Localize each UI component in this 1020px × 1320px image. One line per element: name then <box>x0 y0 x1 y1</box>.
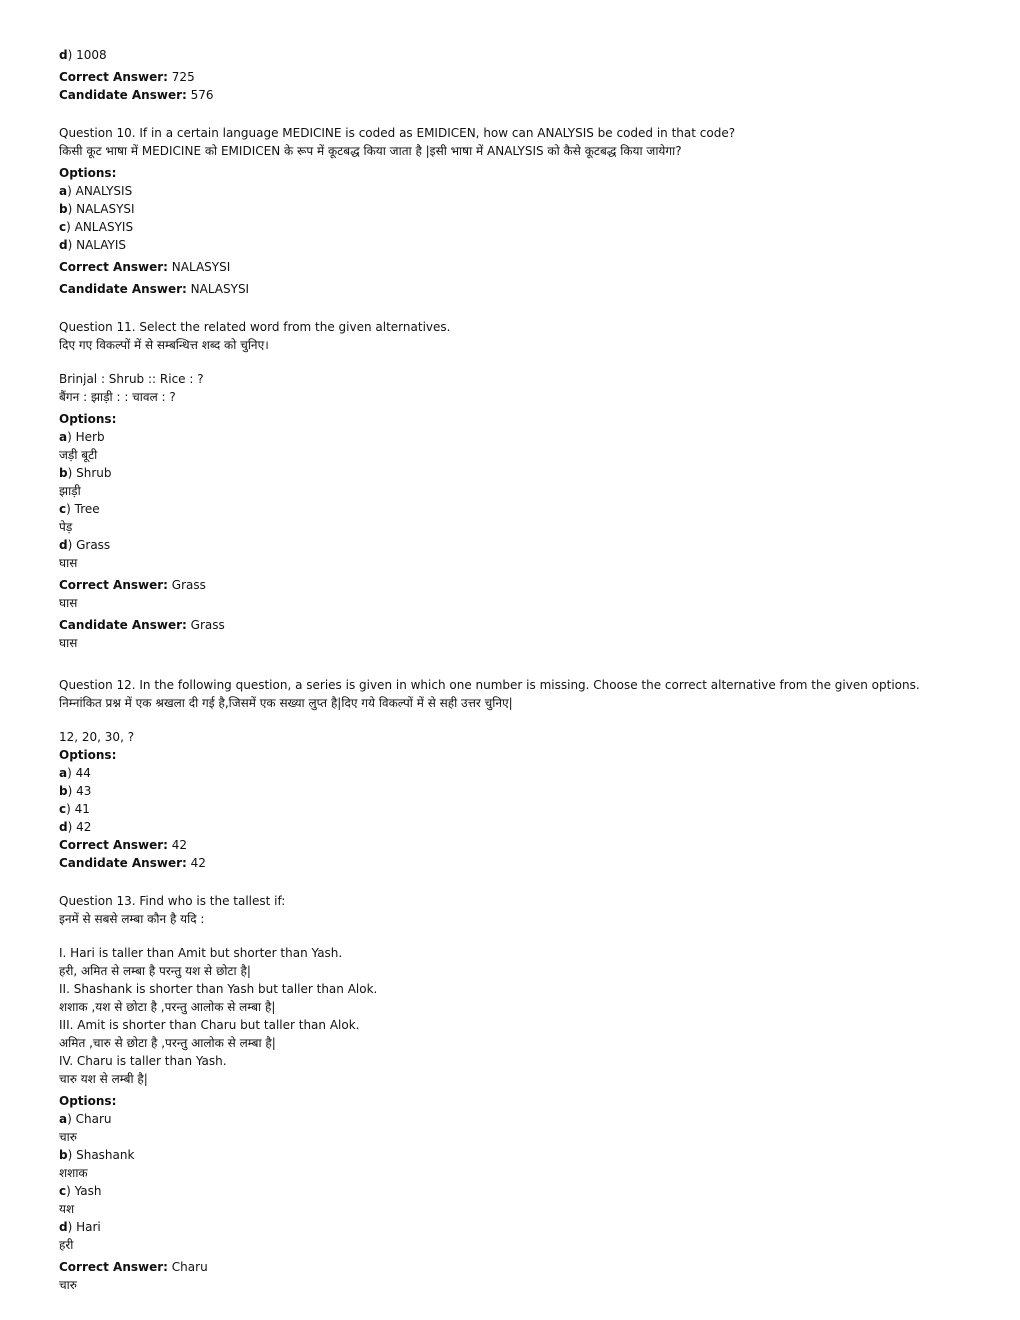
statement-2: II. Shashank is shorter than Yash but taller than Alok. <box>59 982 378 996</box>
option-b: b) NALASYSI <box>59 202 135 216</box>
option-b: b) Shashank <box>59 1148 135 1162</box>
option-a-hindi: चारु <box>59 1130 77 1144</box>
options-label: Options: <box>59 748 117 762</box>
correct-answer-hindi: घास <box>59 596 78 610</box>
answer-sheet-page <box>59 46 979 1294</box>
question-title-hindi: निम्नांकित प्रश्न में एक श्रखला दी गई है,जिसमें एक सख्या लुप्त है|दिए गये विकल्पों में से सही उत्तर चुनिए| <box>59 696 513 710</box>
option-a: a) Herb <box>59 430 105 444</box>
candidate-answer: Candidate Answer: 576 <box>59 88 214 102</box>
option-d: d) Hari <box>59 1220 101 1234</box>
option-a: a) 44 <box>59 766 91 780</box>
option-a-hindi: जड़ी बूटी <box>59 448 98 462</box>
option-a: a) Charu <box>59 1112 112 1126</box>
option-c: c) 41 <box>59 802 90 816</box>
question-13 <box>59 892 979 1294</box>
statement-3-hindi: अमित ,चारु से छोटा है ,परन्तु आलोक से लम्बा है| <box>59 1036 276 1050</box>
options-label: Options: <box>59 1094 117 1108</box>
correct-answer: Correct Answer: Grass <box>59 578 206 592</box>
question-10 <box>59 124 979 298</box>
statement-1: I. Hari is taller than Amit but shorter than Yash. <box>59 946 343 960</box>
statement-2-hindi: शशाक ,यश से छोटा है ,परन्तु आलोक से लम्बा है| <box>59 1000 276 1014</box>
option-d-hindi: हरी <box>59 1238 74 1252</box>
option-c-hindi: यश <box>59 1202 75 1216</box>
question-title-hindi: किसी कूट भाषा में MEDICINE को EMIDICEN के रूप में कूटबद्ध किया जाता है |इसी भाषा में ANALYSIS को कैसे कूटबद्ध किया जायेगा? <box>59 144 682 158</box>
correct-answer: Correct Answer: 725 <box>59 70 195 84</box>
correct-answer: Correct Answer: 42 <box>59 838 188 852</box>
question-title: Question 13. Find who is the tallest if: <box>59 894 286 908</box>
option-c-hindi: पेड़ <box>59 520 73 534</box>
question-prompt-hindi: बैंगन : झाड़ी : : चावल : ? <box>59 390 176 404</box>
candidate-answer: Candidate Answer: NALASYSI <box>59 282 250 296</box>
candidate-answer: Candidate Answer: Grass <box>59 618 225 632</box>
option-d: d) NALAYIS <box>59 238 127 252</box>
option-b-hindi: शशाक <box>59 1166 88 1180</box>
question-prompt: Brinjal : Shrub :: Rice : ? <box>59 372 204 386</box>
question-title: Question 12. In the following question, a series is given in which one number is missing. Choose the correct alternative from the given options. <box>59 678 920 692</box>
statement-3: III. Amit is shorter than Charu but taller than Alok. <box>59 1018 360 1032</box>
option-d-hindi: घास <box>59 556 78 570</box>
correct-answer: Correct Answer: NALASYSI <box>59 260 231 274</box>
statement-4: IV. Charu is taller than Yash. <box>59 1054 227 1068</box>
question-title-hindi: दिए गए विकल्पों में से सम्बन्धित्त शब्द को चुनिए। <box>59 338 269 352</box>
statement-4-hindi: चारु यश से लम्बी है| <box>59 1072 148 1086</box>
option-b-hindi: झाड़ी <box>59 484 81 498</box>
option-b: b) 43 <box>59 784 92 798</box>
option-c: c) Yash <box>59 1184 102 1198</box>
statement-1-hindi: हरी, अमित से लम्बा है परन्तु यश से छोटा है| <box>59 964 251 978</box>
prev-question-tail <box>59 46 979 104</box>
correct-answer: Correct Answer: Charu <box>59 1260 208 1274</box>
options-label: Options: <box>59 412 117 426</box>
options-label: Options: <box>59 166 117 180</box>
candidate-answer: Candidate Answer: 42 <box>59 856 206 870</box>
option-a: a) ANALYSIS <box>59 184 133 198</box>
question-11 <box>59 318 979 652</box>
option-d: d) 42 <box>59 820 92 834</box>
question-12 <box>59 676 979 872</box>
correct-answer-hindi: चारु <box>59 1278 77 1292</box>
question-title-hindi: इनमें से सबसे लम्बा कौन है यदि : <box>59 912 205 926</box>
question-title: Question 10. If in a certain language MEDICINE is coded as EMIDICEN, how can ANALYSIS be coded in that code? <box>59 126 736 140</box>
question-series: 12, 20, 30, ? <box>59 730 135 744</box>
option-c: c) ANLASYIS <box>59 220 134 234</box>
option-d: d) 1008 <box>59 48 107 62</box>
question-title: Question 11. Select the related word from the given alternatives. <box>59 320 451 334</box>
option-b: b) Shrub <box>59 466 112 480</box>
candidate-answer-hindi: घास <box>59 636 78 650</box>
option-c: c) Tree <box>59 502 100 516</box>
option-d: d) Grass <box>59 538 111 552</box>
